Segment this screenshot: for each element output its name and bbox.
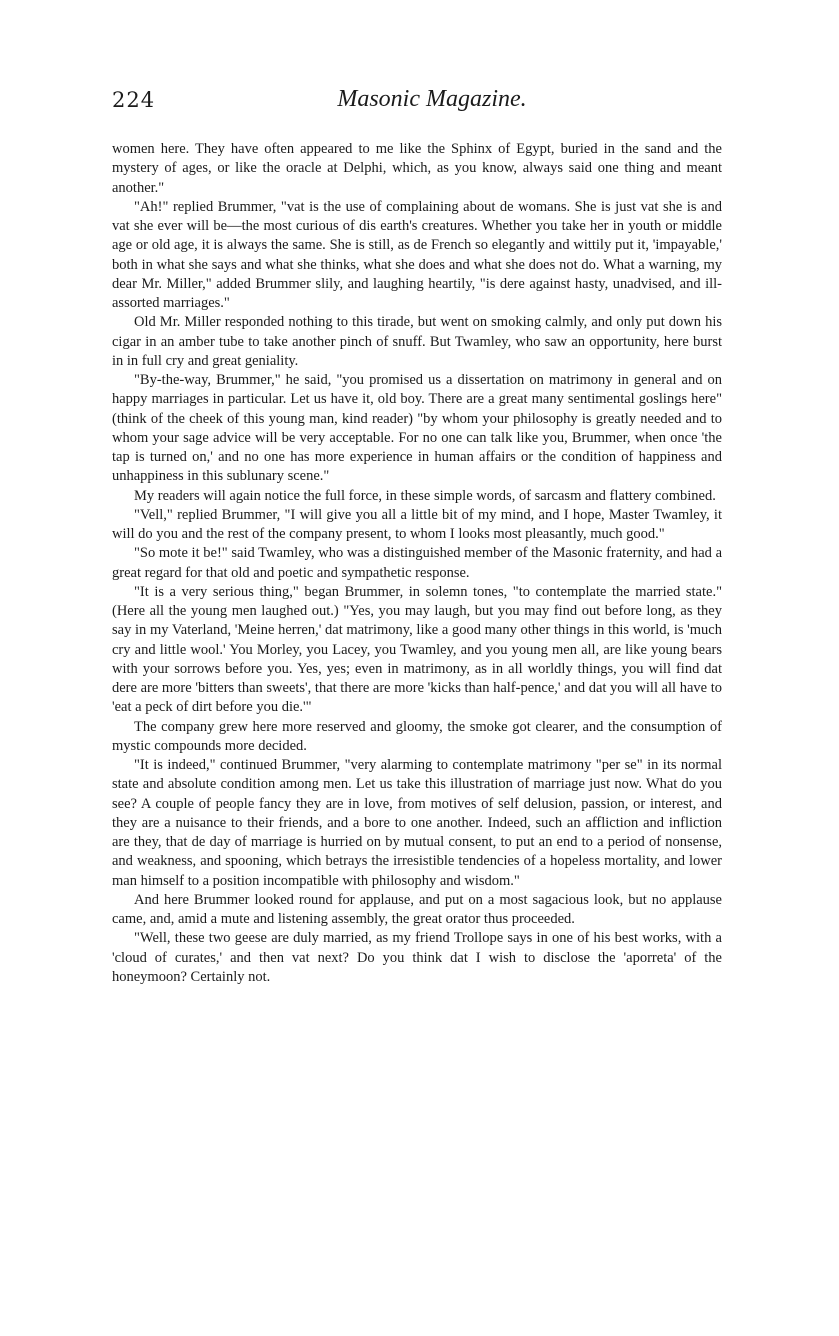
paragraph: My readers will again notice the full force, in these simple words, of sarcasm and flattery combined. — [134, 487, 716, 504]
paragraph: "Ah!" replied Brummer, "vat is the use of complaining about de womans. She is just vat she is and vat she ever will be—the most curious of dis earth's creatures. Whether you take her in youth or middle age or old age, it is always the same. She is still, as de French so elegantly and wittily put it, 'impayable,' both in what she says and what she thinks, what she does and what she does not do. What a warning, my dear Mr. Miller," added Brummer slily, and laughing heartily, "is dere against hasty, unadvised, and ill-assorted marriages." — [112, 198, 722, 311]
paragraph: The company grew here more reserved and gloomy, the smoke got clearer, and the consumption of mystic compounds more decided. — [112, 718, 722, 754]
paragraph: "It is indeed," continued Brummer, "very alarming to contemplate matrimony "per se" in its normal state and absolute condition among men. Let us take this illustration of marriage just now. What do you see? A couple of people fancy they are in love, from motives of self delusion, passion, or interest, and they are a nuisance to their friends, and a bore to one another. Indeed, such an affliction and infliction are they, that de day of marriage is hurried on by mutual consent, to put an end to a period of nonsense, and weakness, and spooning, which betrays the irresistible tendencies of a hopeless mortality, and lower man himself to a position incompatible with philosophy and wisdom." — [112, 757, 722, 889]
page-header — [112, 88, 712, 120]
paragraph: "By-the-way, Brummer," he said, "you promised us a dissertation on matrimony in general and on happy marriages in particular. Let us have it, old boy. There are a great many sentimental goslings here" (think of the cheek of this young man, kind reader) "by whom your philosophy is greatly needed and to whom your sage advice will be very acceptable. For no one can talk like you, Brummer, when once 'the tap is turned on,' and no one has more experience in human affairs or the condition of happiness and unhappiness in this sublunary scene." — [112, 372, 722, 485]
page-number: 224 — [112, 88, 156, 112]
paragraph: Old Mr. Miller responded nothing to this tirade, but went on smoking calmly, and only put down his cigar in an amber tube to take another pinch of snuff. But Twamley, who saw an opportunity, here burst in in full cry and great geniality. — [112, 314, 722, 369]
paragraph: "So mote it be!" said Twamley, who was a distinguished member of the Masonic fraternity, and had a great regard for that old and poetic and sympathetic response. — [112, 545, 722, 581]
paragraph: "It is a very serious thing," began Brummer, in solemn tones, "to contemplate the married state." (Here all the young men laughed out.) "Yes, you may laugh, but you may find out before long, as they say in my Vaterland, 'Meine herren,' dat matrimony, like a good many other things in this world, is 'much cry and little wool.' You Morley, you Lacey, you Twamley, and you young men all, are like young bears with your sorrows before you. Yes, yes; even in matrimony, as in all worldly things, you will find dat dere are more 'bitters than sweets', that there are more 'kicks than half-pence,' and dat you will all have to 'eat a peck of dirt before you die.'" — [112, 583, 722, 716]
body-text — [112, 140, 722, 987]
paragraph: "Well, these two geese are duly married, as my friend Trollope says in one of his best works, with a 'cloud of curates,' and then vat next? Do you think dat I wish to disclose the 'aporreta' of the honeymoon? Certainly not. — [112, 930, 722, 985]
running-title: Masonic Magazine. — [337, 86, 527, 112]
paragraph: "Vell," replied Brummer, "I will give you all a little bit of my mind, and I hope, Master Twamley, it will do you and the rest of the company present, to whom I looks most pleasantly, much good." — [112, 506, 722, 542]
paragraph: And here Brummer looked round for applause, and put on a most sagacious look, but no applause came, and, amid a mute and listening assembly, the great orator thus proceeded. — [112, 891, 722, 927]
paragraph-continued: women here. They have often appeared to me like the Sphinx of Egypt, buried in the sand and the mystery of ages, or like the oracle at Delphi, which, as you know, always said one thing and meant another." — [112, 141, 722, 196]
